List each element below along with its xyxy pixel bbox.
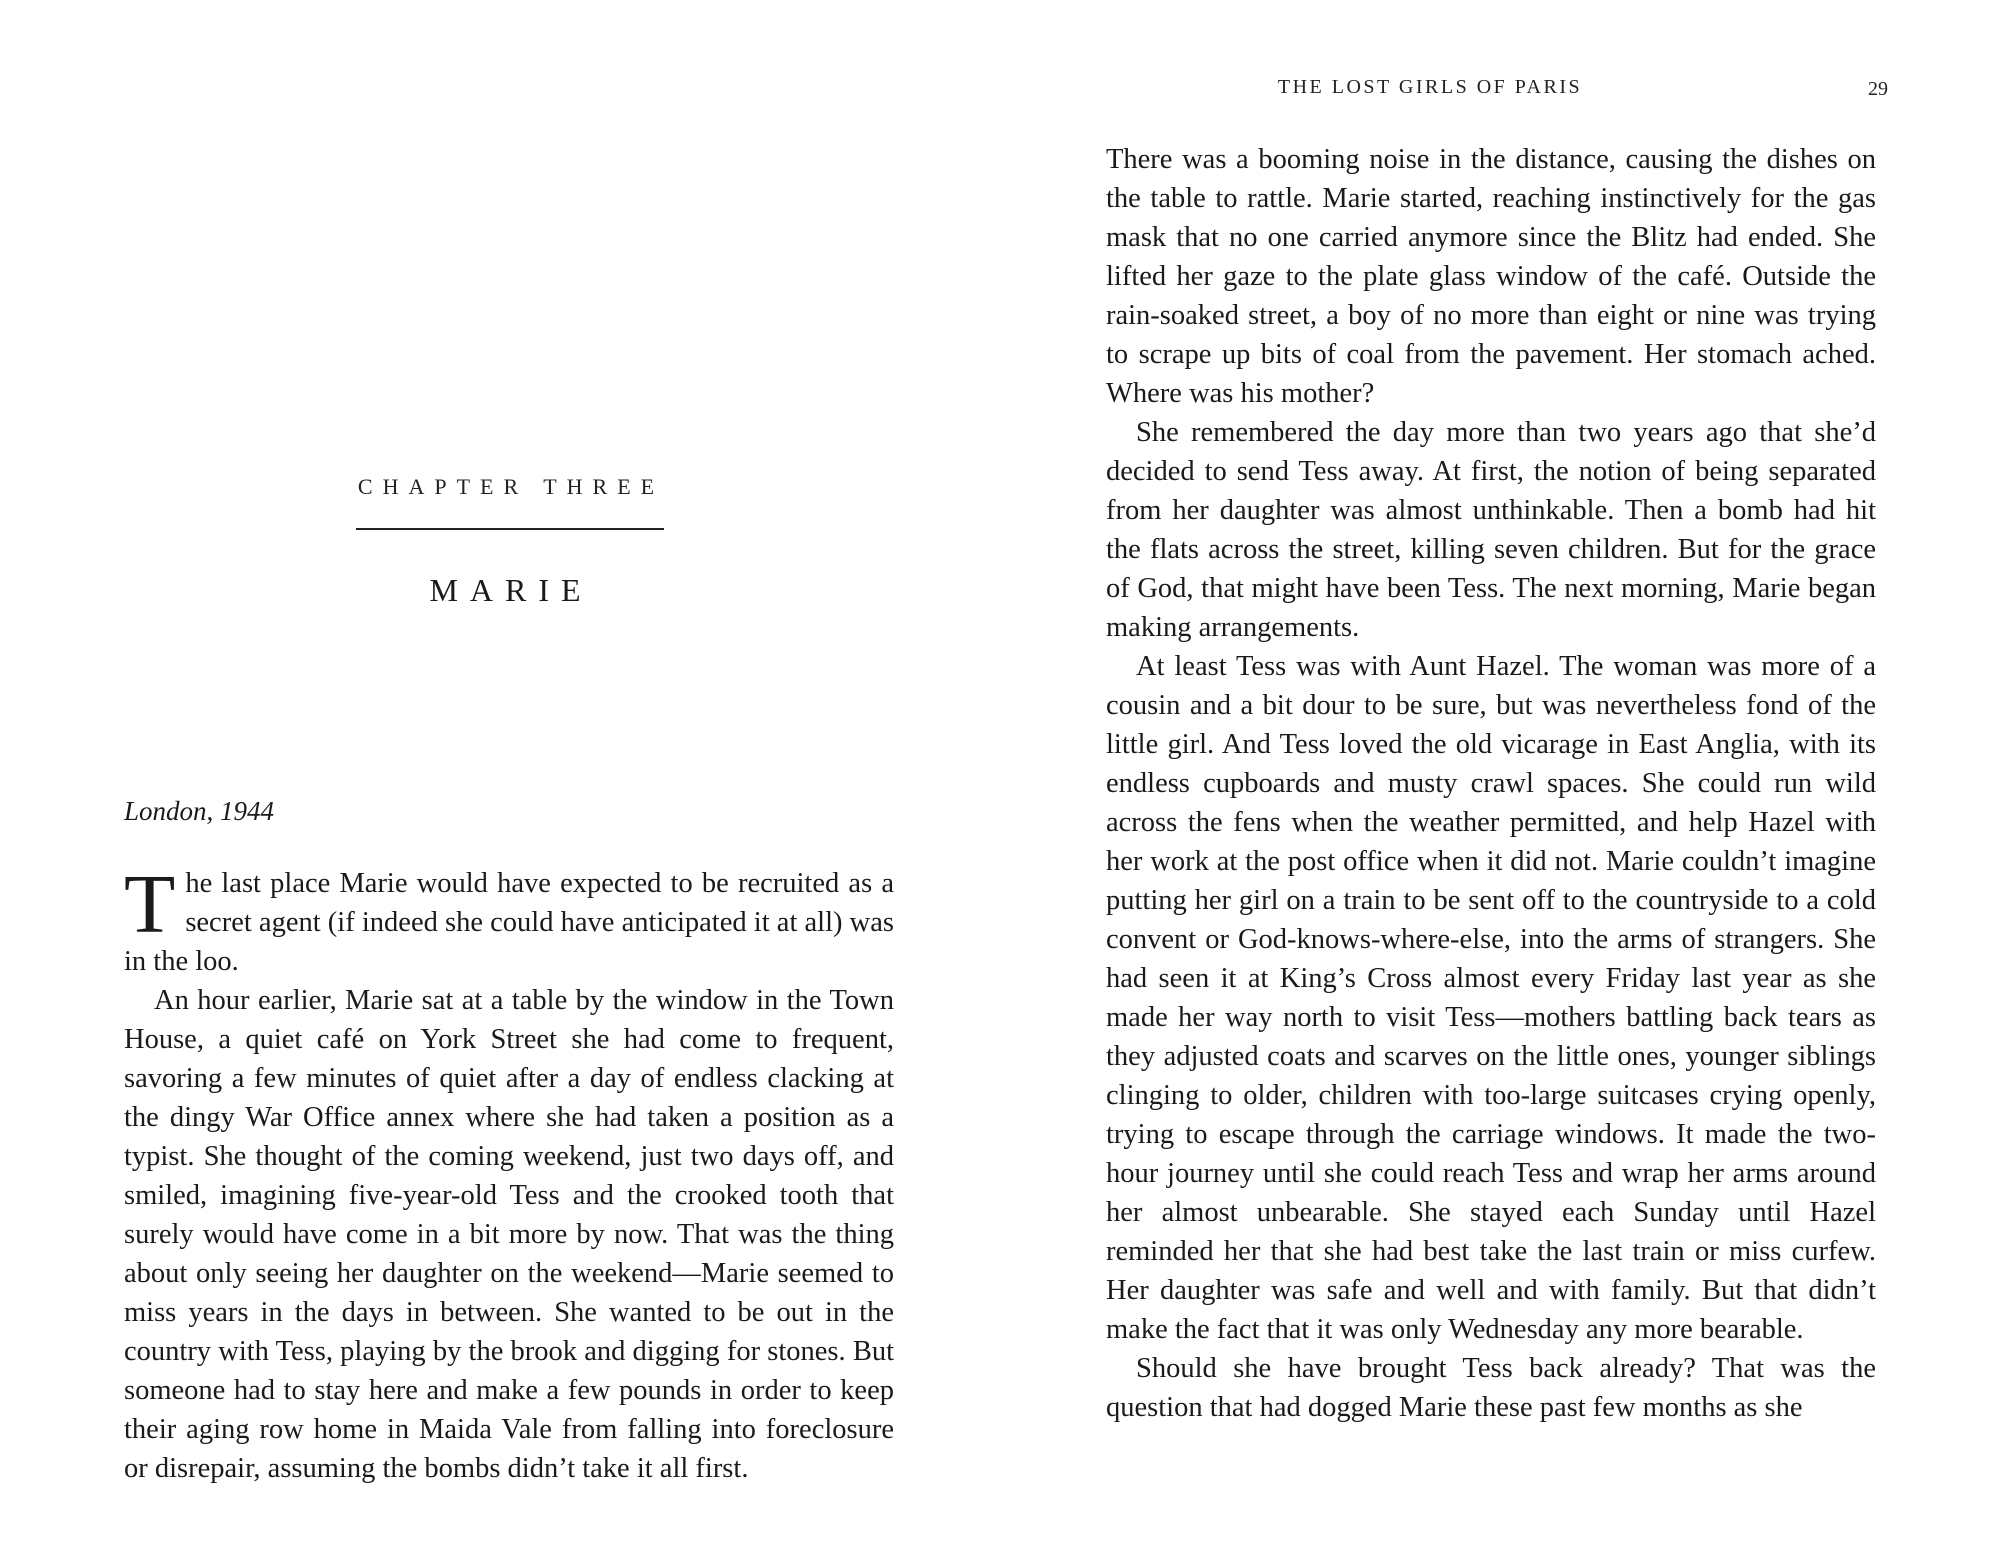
drop-cap: T (124, 858, 176, 951)
body-paragraph: An hour earlier, Marie sat at a table by the window in the Town House, a quiet café on York Street she had come to frequent, savoring a few minutes of quiet after a day of endless clacking at the dingy War Office annex where she had taken a position as a typist. She thought of the coming weekend, just two days off, and smiled, imagining five-year-old Tess and the crooked tooth that surely would have come in a bit more by now. That was the thing about only seeing her daughter on the weekend—Marie seemed to miss years in the days in between. She wanted to be out in the country with Tess, playing by the brook and digging for stones. But someone had to stay here and make a few pounds in order to keep their aging row home in Maida Vale from falling into foreclosure or disrepair, assuming the bombs didn’t take it all first. (124, 985, 894, 1484)
body-paragraph: At least Tess was with Aunt Hazel. The woman was more of a cousin and a bit dour to be sure, but was nevertheless fond of the little girl. And Tess loved the old vicarage in East Anglia, with its endless cupboards and musty crawl spaces. She could run wild across the fens when the weather permitted, and help Hazel with her work at the post office when it did not. Marie couldn’t imagine putting her girl on a train to be sent off to the countryside to a cold convent or God-knows-where-else, into the arms of strangers. She had seen it at King’s Cross almost every Friday last year as she made her way north to visit Tess—mothers battling back tears as they adjusted coats and scarves on the little ones, younger siblings clinging to older, children with too-large suitcases crying openly, trying to escape through the carriage windows. It made the two-hour journey until she could reach Tess and wrap her arms around her almost unbearable. She stayed each Sunday until Hazel reminded her that she had best take the last train or miss curfew. Her daughter was safe and well and with family. But that didn’t make the fact that it was only Wednesday any more bearable. (1106, 651, 1876, 1345)
running-head: THE LOST GIRLS OF PARIS (1277, 76, 1583, 98)
opening-paragraph (124, 858, 894, 981)
body-paragraph: There was a booming noise in the distance, causing the dishes on the table to rattle. Marie started, reaching instinctively for the gas mask that no one carried anymore since the Blitz had ended. She lifted her gaze to the plate glass window of the café. Outside the rain-soaked street, a boy of no more than eight or nine was trying to scrape up bits of coal from the pavement. Her stomach ached. Where was his mother? (1106, 144, 1876, 409)
chapter-divider (356, 528, 664, 530)
body-paragraph: She remembered the day more than two years ago that she’d decided to send Tess away. At first, the notion of being separated from her daughter was almost unthinkable. Then a bomb had hit the flats across the street, killing seven children. But for the grace of God, that might have been Tess. The next morning, Marie began making arrangements. (1106, 417, 1876, 643)
right-page (1000, 0, 2000, 1551)
chapter-title: MARIE (429, 572, 593, 608)
opening-paragraph-text: he last place Marie would have expected to be recruited as a secret agent (if indeed she could have anticipated it at all) was in the loo. (124, 868, 894, 977)
page-number: 29 (1868, 78, 1888, 100)
body-paragraph: Should she have brought Tess back already? That was the question that had dogged Marie these past few months as she (1106, 1353, 1876, 1423)
chapter-label: CHAPTER THREE (357, 474, 665, 499)
left-body-text (124, 858, 894, 1488)
right-body-text (1106, 140, 1876, 1427)
place-date-line: London, 1944 (124, 796, 275, 826)
